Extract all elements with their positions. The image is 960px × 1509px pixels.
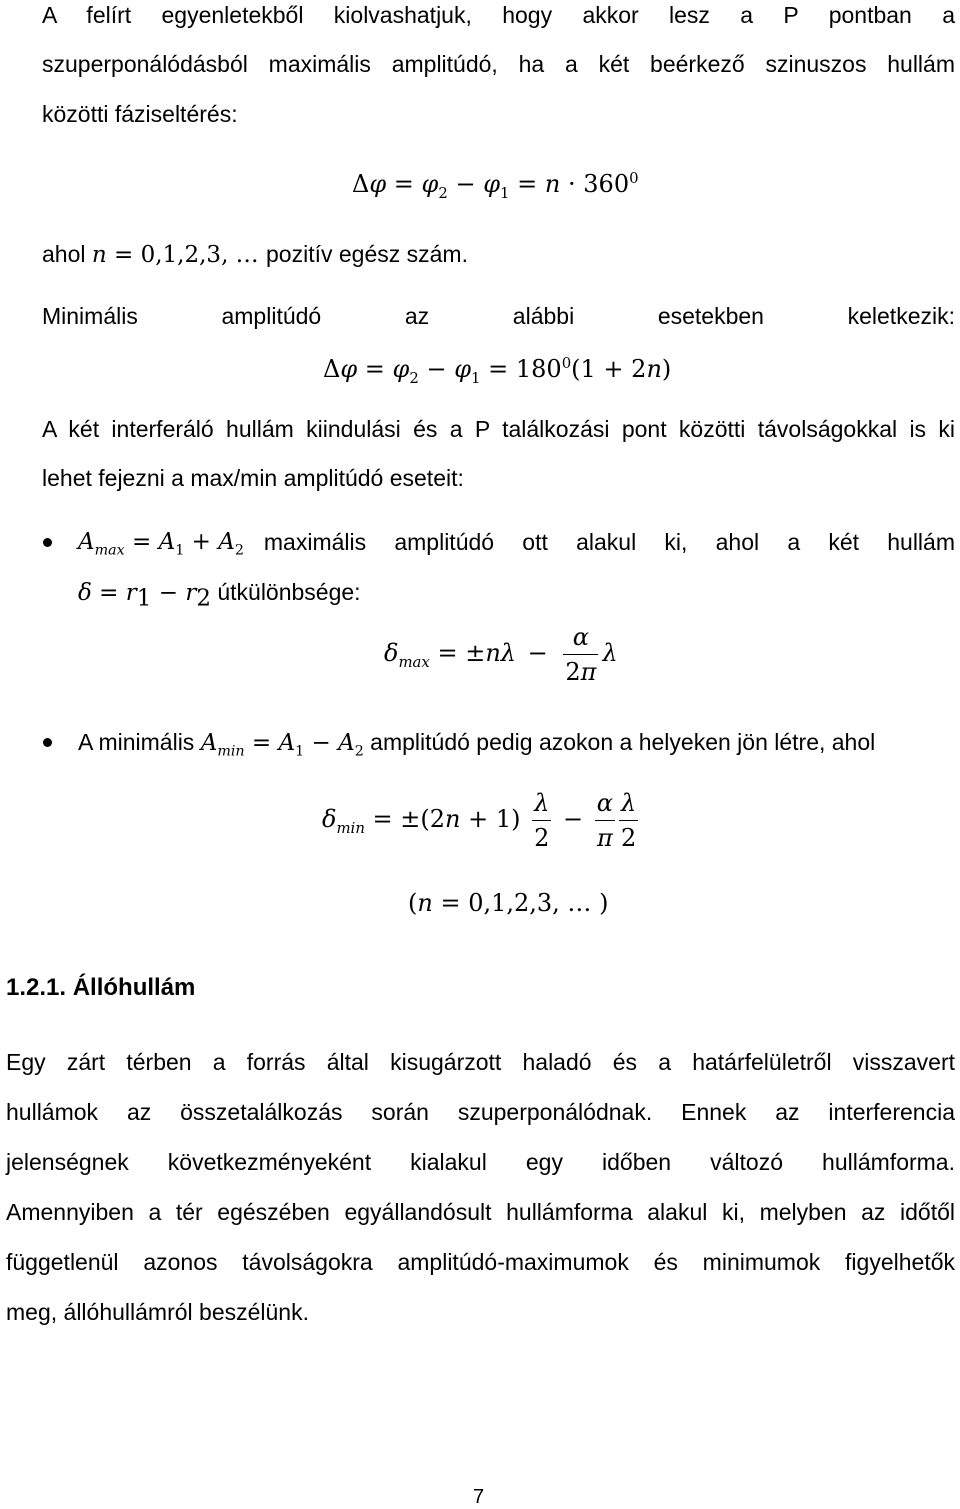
min-amplitude-line: Minimális amplitúdó az alábbi esetekben keletkezik: xyxy=(42,303,955,329)
paragraph1-line1: A felírt egyenletekből kiolvashatjuk, hogy akkor lesz a P pontban a xyxy=(42,2,955,28)
fraction-alpha-pi: $\frac{\alpha}{\pi}$ xyxy=(596,789,614,852)
equation-delta-min: $\delta_{min} = \pm(2n + 1)$ $\frac{\lambda}{2}$ − $\frac{\alpha}{\pi}$ $\frac{\lambda}{2}$ xyxy=(322,789,637,852)
paragraph3-line3: jelenségnek következményeként kialakul egy időben változó hullámforma. xyxy=(6,1149,955,1175)
paragraph3-line1: Egy zárt térben a forrás által kisugárzott haladó és a határfelületről visszavert xyxy=(6,1049,955,1075)
bullet2-line1: A minimális $A_{min} = A_1 - A_2$ amplitúdó pedig azokon a helyeken jön létre, ahol xyxy=(78,729,876,760)
bullet1-formula: $A_{max} = A_1 + A_2$ xyxy=(78,529,244,559)
paragraph3-line5: függetlenül azonos távolságokra amplitúdó-maximumok és minimumok figyelhetők xyxy=(6,1249,955,1275)
bullet1-line1: $A_{max} = A_1 + A_2$ maximális amplitúdó ott alakul ki, ahol a két hullám xyxy=(78,529,955,559)
paragraph1-line2: szuperponálódásból maximális amplitúdó, ha a két beérkező szinuszos hullám xyxy=(42,51,955,77)
page-number: 7 xyxy=(473,1486,485,1508)
bullet-2 xyxy=(43,738,52,747)
equation-phase-min: $\Delta\varphi = \varphi_2 - \varphi_1 = 180^0(1 + 2n)$ xyxy=(323,354,672,387)
equation-delta-max: $\delta_{max} = \pm n\lambda$ − $\frac{\alpha}{2\pi}$ λ xyxy=(384,623,618,686)
paragraph3-line2: hullámok az összetalálkozás során szuperponálódnak. Ennek az interferencia xyxy=(6,1099,955,1125)
paragraph2-line2: lehet fejezni a max/min amplitúdó eseteit: xyxy=(42,465,464,491)
paragraph2-line1: A két interferáló hullám kiindulási és a P találkozási pont közötti távolságokkal is ki xyxy=(42,416,955,442)
equation-phase-max: $\Delta\varphi = \varphi_2 - \varphi_1 = n \cdot 360^0$ xyxy=(352,169,639,202)
section-heading: 1.2.1. Állóhullám xyxy=(6,974,196,1001)
ahol-line: ahol n = 0,1,2,3, … pozitív egész szám. xyxy=(42,241,468,268)
bullet-1 xyxy=(43,538,52,547)
bullet1-line2: $\delta = r_1 - r_2$ útkülönbsége: xyxy=(78,579,361,612)
equation-n-values: (n = 0,1,2,3, … ) xyxy=(408,889,609,917)
paragraph3-line6: meg, állóhullámról beszélünk. xyxy=(6,1299,309,1325)
paragraph3-line4: Amennyiben a tér egészében egyállandósult hullámforma alakul ki, melyben az időtől xyxy=(6,1199,955,1225)
fraction-lambda-2b: $\frac{\lambda}{2}$ xyxy=(621,789,637,852)
fraction-lambda-2: $\frac{\lambda}{2}$ xyxy=(534,789,550,852)
fraction-alpha-2pi: $\frac{\alpha}{2\pi}$ xyxy=(565,623,597,686)
paragraph1-line3: közötti fáziseltérés: xyxy=(42,101,238,127)
